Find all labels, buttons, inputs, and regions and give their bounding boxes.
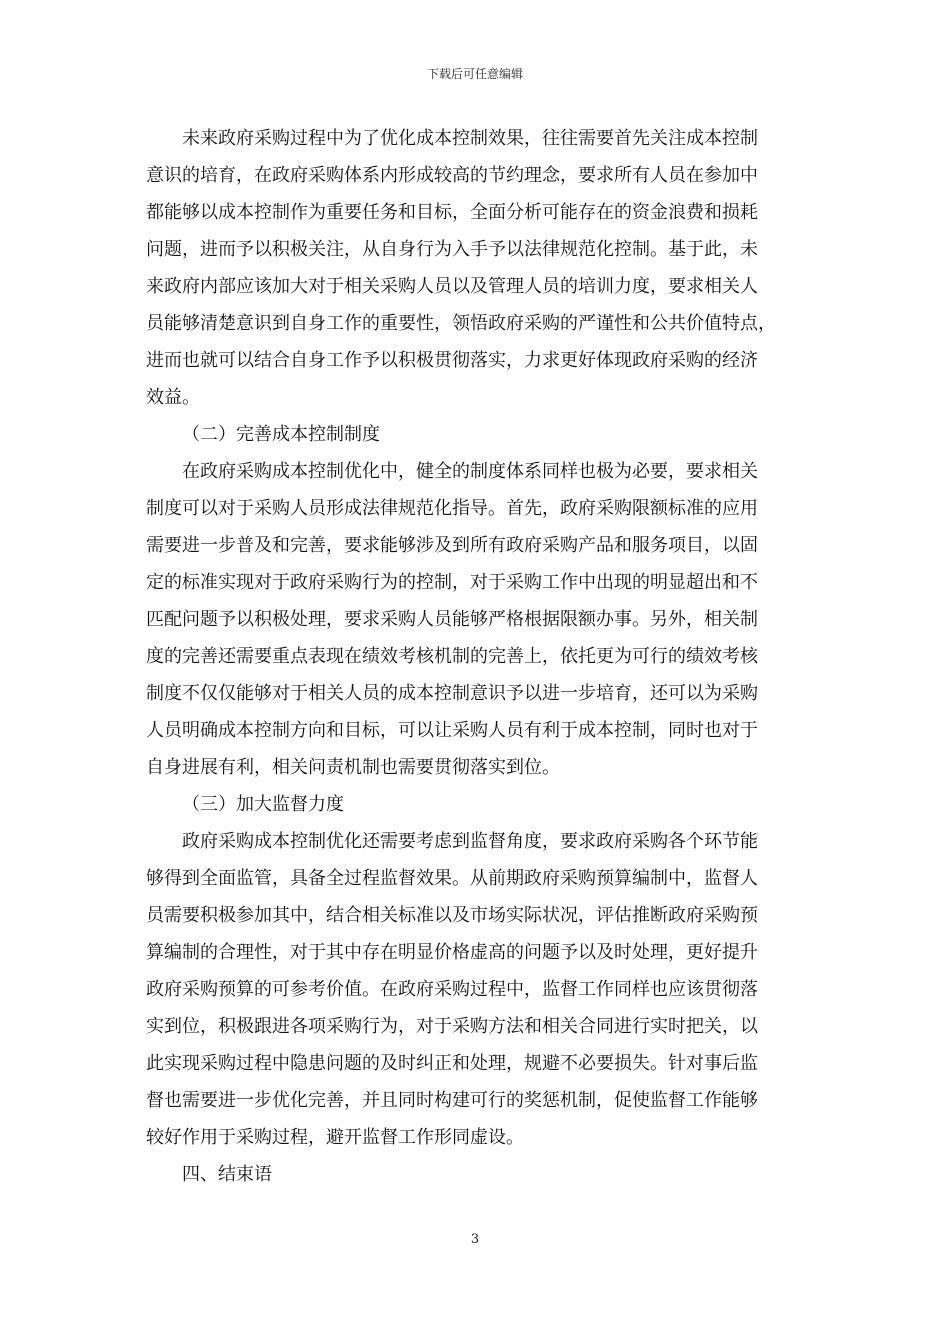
paragraph-line: 制度可以对于采购人员形成法律规范化指导。首先，政府采购限额标准的应用: [146, 498, 758, 519]
document-body: [146, 120, 814, 1193]
paragraph-line: 意识的培育，在政府采购体系内形成较高的节约理念，要求所有人员在参加中: [146, 165, 758, 186]
paragraph-line: 员需要积极参加其中，结合相关标准以及市场实际状况，评估推断政府采购预: [146, 905, 758, 926]
paragraph-line: 都能够以成本控制作为重要任务和目标，全面分析可能存在的资金浪费和损耗: [146, 202, 758, 223]
body-paragraph: [146, 823, 814, 1156]
paragraph-line: 政府采购成本控制优化还需要考虑到监督角度，要求政府采购各个环节能: [182, 831, 758, 852]
paragraph-line: 督也需要进一步优化完善，并且同时构建可行的奖惩机制，促使监督工作能够: [146, 1090, 758, 1111]
section-heading: 四、结束语: [182, 1164, 272, 1185]
paragraph-line: 够得到全面监管，具备全过程监督效果。从前期政府采购预算编制中，监督人: [146, 868, 758, 889]
paragraph-line: 较好作用于采购过程，避开监督工作形同虚设。: [146, 1127, 524, 1148]
paragraph-line: 人员明确成本控制方向和目标，可以让采购人员有利于成本控制，同时也对于: [146, 720, 758, 741]
page-number: 3: [470, 1232, 480, 1247]
paragraph-line: 来政府内部应该加大对于相关采购人员以及管理人员的培训力度，要求相关人: [146, 276, 758, 297]
paragraph-line: 定的标准实现对于政府采购行为的控制，对于采购工作中出现的明显超出和不: [146, 572, 758, 593]
paragraph-line: 在政府采购成本控制优化中，健全的制度体系同样也极为必要，要求相关: [182, 461, 758, 482]
page-header: 下载后可任意编辑: [426, 67, 523, 81]
paragraph-line: 实到位，积极跟进各项采购行为，对于采购方法和相关合同进行实时把关，以: [146, 1016, 758, 1037]
paragraph-line: 未来政府采购过程中为了优化成本控制效果，往往需要首先关注成本控制: [182, 128, 758, 149]
section-heading: （三）加大监督力度: [182, 794, 344, 815]
section-heading: （二）完善成本控制制度: [182, 424, 380, 445]
paragraph-line: 算编制的合理性，对于其中存在明显价格虚高的问题予以及时处理，更好提升: [146, 942, 758, 963]
paragraph-line: 员能够清楚意识到自身工作的重要性，领悟政府采购的严谨性和公共价值特点，: [146, 313, 776, 334]
paragraph-line: 需要进一步普及和完善，要求能够涉及到所有政府采购产品和服务项目，以固: [146, 535, 758, 556]
paragraph-line: 制度不仅仅能够对于相关人员的成本控制意识予以进一步培育，还可以为采购: [146, 683, 758, 704]
paragraph-line: 自身进展有利，相关问责机制也需要贯彻落实到位。: [146, 757, 560, 778]
paragraph-line: 此实现采购过程中隐患问题的及时纠正和处理，规避不必要损失。针对事后监: [146, 1053, 758, 1074]
paragraph-line: 效益。: [146, 387, 200, 408]
paragraph-line: 度的完善还需要重点表现在绩效考核机制的完善上，依托更为可行的绩效考核: [146, 646, 758, 667]
paragraph-line: 匹配问题予以积极处理，要求采购人员能够严格根据限额办事。另外，相关制: [146, 609, 758, 630]
body-paragraph: [146, 120, 814, 416]
paragraph-line: 问题，进而予以积极关注，从自身行为入手予以法律规范化控制。基于此，未: [146, 239, 758, 260]
paragraph-line: 政府采购预算的可参考价值。在政府采购过程中，监督工作同样也应该贯彻落: [146, 979, 758, 1000]
paragraph-line: 进而也就可以结合自身工作予以积极贯彻落实，力求更好体现政府采购的经济: [146, 350, 758, 371]
body-paragraph: [146, 453, 814, 786]
